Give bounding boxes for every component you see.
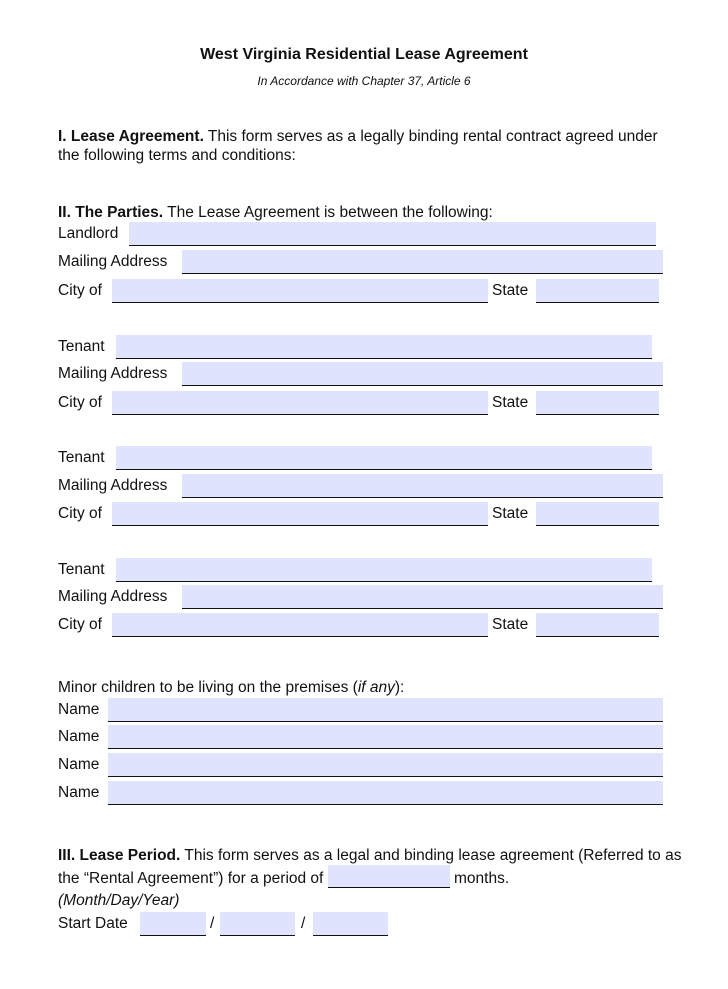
landlord-city-field[interactable]: [112, 279, 488, 303]
mailing-address-label: Mailing Address: [58, 477, 168, 494]
state-label: State: [492, 394, 529, 411]
minor-2-name-field[interactable]: [108, 725, 663, 749]
tenant-2-city-field[interactable]: [112, 502, 488, 526]
minor-text-after: ):: [394, 679, 405, 696]
tenant-1-state-field[interactable]: [536, 391, 659, 415]
name-label: Name: [58, 728, 100, 745]
minor-text-before: Minor children to be living on the premises (: [58, 679, 358, 696]
date-format-label: (Month/Day/Year): [58, 892, 180, 909]
tenant-2-state-field[interactable]: [536, 502, 659, 526]
tenant-3-city-field[interactable]: [112, 613, 488, 637]
start-date-month-field[interactable]: [140, 912, 206, 936]
minor-text-italic: if any: [357, 679, 395, 696]
tenant-2-name-field[interactable]: [116, 446, 652, 470]
tenant-3-mailing-address-field[interactable]: [182, 585, 663, 609]
city-label: City of: [58, 282, 102, 299]
state-label: State: [492, 616, 529, 633]
tenant-2-mailing-address-field[interactable]: [182, 474, 663, 498]
minor-4-name-field[interactable]: [108, 781, 663, 805]
date-separator: /: [210, 915, 215, 932]
section-text: This form serves as a legally binding rental contract agreed under the following terms and conditions:: [58, 128, 658, 164]
name-label: Name: [58, 784, 100, 801]
lease-period-months-field[interactable]: [328, 865, 450, 888]
state-label: State: [492, 505, 529, 522]
tenant-1-name-field[interactable]: [116, 335, 652, 359]
minor-1-name-field[interactable]: [108, 698, 663, 722]
name-label: Name: [58, 756, 100, 773]
start-date-year-field[interactable]: [313, 912, 388, 936]
section-lease-agreement: [58, 127, 678, 165]
tenant-label: Tenant: [58, 338, 105, 355]
date-separator: /: [301, 915, 306, 932]
mailing-address-label: Mailing Address: [58, 253, 168, 270]
mailing-address-label: Mailing Address: [58, 588, 168, 605]
landlord-name-field[interactable]: [129, 222, 656, 246]
city-label: City of: [58, 505, 102, 522]
minor-3-name-field[interactable]: [108, 753, 663, 777]
tenant-label: Tenant: [58, 561, 105, 578]
section-heading: III. Lease Period.: [58, 847, 181, 864]
start-date-label: Start Date: [58, 915, 128, 932]
section-text: This form serves as a legal and binding lease agreement (Referred to as the “Rental Agreement”) for a period of: [58, 847, 682, 887]
landlord-state-field[interactable]: [536, 279, 659, 303]
city-label: City of: [58, 394, 102, 411]
tenant-label: Tenant: [58, 449, 105, 466]
city-label: City of: [58, 616, 102, 633]
section-heading: I. Lease Agreement.: [58, 128, 204, 145]
section-lease-period: [58, 846, 683, 888]
tenant-1-city-field[interactable]: [112, 391, 488, 415]
landlord-label: Landlord: [58, 225, 119, 242]
months-label: months.: [454, 870, 510, 887]
tenant-3-name-field[interactable]: [116, 558, 652, 582]
section-heading: II. The Parties.: [58, 204, 164, 221]
tenant-1-mailing-address-field[interactable]: [182, 362, 663, 386]
start-date-day-field[interactable]: [220, 912, 295, 936]
name-label: Name: [58, 701, 100, 718]
section-parties: [58, 203, 678, 222]
minor-children-heading: [58, 678, 678, 697]
mailing-address-label: Mailing Address: [58, 365, 168, 382]
tenant-3-state-field[interactable]: [536, 613, 659, 637]
state-label: State: [492, 282, 529, 299]
document-title: West Virginia Residential Lease Agreement: [200, 46, 528, 63]
section-text: The Lease Agreement is between the following:: [163, 204, 493, 221]
document-subtitle: In Accordance with Chapter 37, Article 6: [257, 74, 471, 88]
landlord-mailing-address-field[interactable]: [182, 250, 663, 274]
